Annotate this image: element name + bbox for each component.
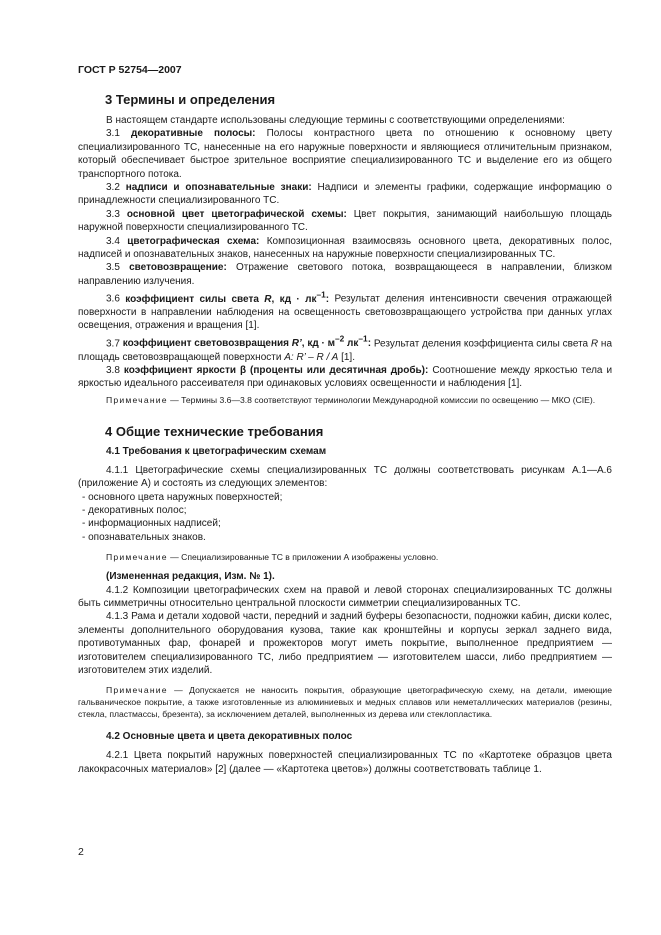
term-3-7: 3.7 коэффициент световозвращения R’, кд · $м^{-2}$ $лк^{-1}$: Результат деления коэффициента силы света R на площадь световозвращающей поверхности A: R’ – R / A [1]. (78, 333, 613, 363)
clause-4-1-1-note: Примечание — Специализированные ТС в приложении А изображены условно. (106, 552, 439, 563)
section-3-heading: 3 Термины и определения (105, 92, 276, 107)
term-3-6: 3.6 коэффициент силы света R, кд · $лк^{-1}$: Результат деления интенсивности свечения отражающей поверхности в направлении наблюдения на освещенность световозвращающего устройства при данных углах освещения, отражения и вращения [1]. (78, 289, 613, 332)
term-3-2: 3.2 надписи и опознавательные знаки: Надписи и элементы графики, содержащие информацию о принадлежности специализированного ТС. (78, 182, 612, 207)
section-3-intro: В настоящем стандарте использованы следующие термины с соответствующими определениями: (106, 115, 565, 126)
term-3-8: 3.8 коэффициент яркости β (проценты или десятичная дробь): Соотношение между яркостью тела и яркостью идеального рассеивателя при одинаковых условиях освещенности и наблюдения [1]. (78, 364, 613, 390)
clause-4-1-3-note: Примечание — Допускается не наносить покрытия, образующие цветографическую схему, на детали, имеющие гальваническое покрытие, а также изготовленные из алюминиевых и медных сплавов или неметаллических материалов (резины, стекла, пластмассы, брезента), за исключением деталей, выполненных из дерева или стеклопластика. (78, 685, 612, 720)
clause-4-1-2: 4.1.2 Композиции цветографических схем на правой и левой сторонах специализированных ТС должны быть симметричны относительно центральной плоскости симметрии специализированных ТС. (78, 584, 612, 610)
list-item: - информационных надписей; (82, 518, 221, 530)
term-3-5: 3.5 световозвращение: Отражение светового потока, возвращающееся в направлении, близком направлению излучения. (78, 262, 613, 287)
term-3-1: 3.1 декоративные полосы: Полосы контрастного цвета по отношению к основному цвету специализированного ТС, нанесенные на его наружные поверхности и являющиеся отличительным признаком, который обеспечивает быстрое зрительное восприятие специализированного ТС и выделение его из общего транспортного потока. (78, 128, 613, 180)
page-number: 2 (78, 846, 84, 858)
document-id: ГОСТ Р 52754—2007 (78, 64, 182, 76)
clause-4-1-3: 4.1.3 Рама и детали ходовой части, передний и задний буферы безопасности, подножки кабин, диски колес, элементы дополнительного оборудования кузова, такие как кронштейны и корпусы зеркал заднего вида, противотуманных фар, фонарей и прожекторов могут иметь покрытие, выполненное предприятием — изготовителем специализированного ТС, либо предприятием — изготовителем шасси, либо предприятием — изготовителем этих изделий. (78, 611, 612, 677)
page-content (78, 92, 612, 776)
clause-4-1-1: 4.1.1 Цветографические схемы специализированных ТС должны соответствовать рисункам А.1—А.6 (приложение А) и состоять из следующих элементов: (78, 464, 612, 490)
list-item: - основного цвета наружных поверхностей; (82, 491, 283, 503)
amendment-note: (Измененная редакция, Изм. № 1). (106, 571, 275, 583)
subsection-4-2-heading: 4.2 Основные цвета и цвета декоративных полос (106, 731, 353, 743)
list-item: - декоративных полос; (82, 505, 187, 516)
list-item: - опознавательных знаков. (82, 531, 206, 543)
clause-4-2-1: 4.2.1 Цвета покрытий наружных поверхностей специализированных ТС по «Картотеке образцов цвета лакокрасочных материалов» [2] (далее — «Картотека цветов») должны соответствовать таблице 1. (78, 750, 612, 775)
subsection-4-1-heading: 4.1 Требования к цветографическим схемам (106, 445, 327, 457)
section-3-note: Примечание — Термины 3.6—3.8 соответствуют терминологии Международной комиссии по освещению — МКО (CIE). (106, 394, 596, 405)
term-3-3: 3.3 основной цвет цветографической схемы: Цвет покрытия, занимающий наибольшую площадь наружной поверхности специализированного ТС. (78, 208, 613, 234)
term-3-4: 3.4 цветографическая схема: Композиционная взаимосвязь основного цвета, декоративных полос, надписей и опознавательных знаков, нанесенных на наружные поверхности специализированных ТС. (78, 235, 612, 261)
section-4-heading: 4 Общие технические требования (105, 423, 324, 439)
